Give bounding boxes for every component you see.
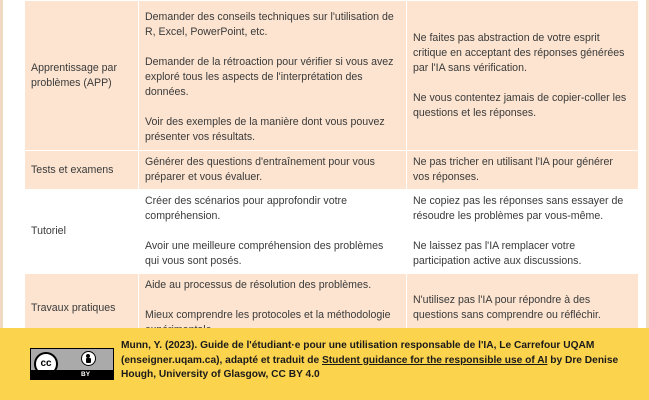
- use-text: Demander de la rétroaction pour vérifier si vous avez exploré tous les aspects de l'interprétation des données.: [145, 55, 394, 98]
- uses-cell: [139, 151, 407, 190]
- attribution-person-icon: [81, 351, 96, 366]
- use-text: Avoir une meilleure compréhension des problèmes qui vous sont posés.: [145, 240, 384, 267]
- cc-by-license-icon[interactable]: [30, 348, 114, 380]
- row-label: Apprentissage par problèmes (APP): [25, 1, 139, 151]
- source-link[interactable]: Student guidance for the responsible use of AI: [321, 354, 548, 366]
- cautions-cell: [407, 190, 639, 274]
- page-edge-left: [0, 0, 3, 328]
- uses-cell: [139, 190, 407, 274]
- use-text: Créer des scénarios pour approfondir votre compréhension.: [145, 195, 347, 222]
- row-label: Travaux pratiques: [25, 274, 139, 343]
- use-text: Mieux comprendre les protocoles et la méthodologie: [145, 309, 391, 321]
- use-text: Voir des exemples de la manière dont vous pouvez présenter vos résultats.: [145, 115, 385, 143]
- citation-part2: by Dre Denise Hough, University of Glasgow, CC BY 4.0: [121, 354, 619, 380]
- cautions-cell: [407, 1, 639, 151]
- cautions-cell: [407, 151, 639, 190]
- caution-text: Ne pas tricher en utilisant l'IA pour générer vos réponses.: [413, 156, 613, 183]
- uses-cell: [139, 1, 407, 151]
- citation-text: [121, 339, 626, 383]
- caution-text: N'utilisez pas l'IA pour répondre à des questions sans comprendre ou réfléchir.: [413, 294, 601, 321]
- use-text: Aide au processus de résolution des problèmes.: [145, 279, 372, 291]
- cc-logo-icon: cc: [34, 352, 58, 376]
- table-row-tutoriel: [25, 190, 639, 274]
- citation-part1: Munn, Y. (2023). Guide de l'étudiant·e pour une utilisation responsable de l'IA, Le Carrefour UQAM (enseigner.uqam.ca), adapté et traduit de: [121, 340, 595, 366]
- use-text: Demander des conseils techniques sur l'utilisation de R, Excel, PowerPoint, etc.: [145, 10, 394, 38]
- caution-text: Ne vous contentez jamais de copier-coller les questions et les réponses.: [413, 91, 627, 119]
- use-text: Générer des questions d'entraînement pour vous préparer et vous évaluer.: [145, 156, 375, 183]
- ai-guidance-table: [24, 0, 639, 343]
- table-row-tests: [25, 151, 639, 190]
- table-row-app: [25, 1, 639, 151]
- caution-text: Ne laissez pas l'IA remplacer votre participation active aux discussions.: [413, 240, 582, 267]
- row-label: Tests et examens: [25, 151, 139, 190]
- caution-text: Ne faites pas abstraction de votre esprit critique en acceptant des réponses générées par l'IA sans vérification.: [413, 31, 625, 74]
- by-label: BY: [81, 371, 91, 378]
- citation-bar: [0, 328, 649, 400]
- caution-text: Ne copiez pas les réponses sans essayer de résoudre les problèmes par vous-même.: [413, 195, 624, 222]
- row-label: Tutoriel: [25, 190, 139, 274]
- by-strip: [31, 370, 113, 379]
